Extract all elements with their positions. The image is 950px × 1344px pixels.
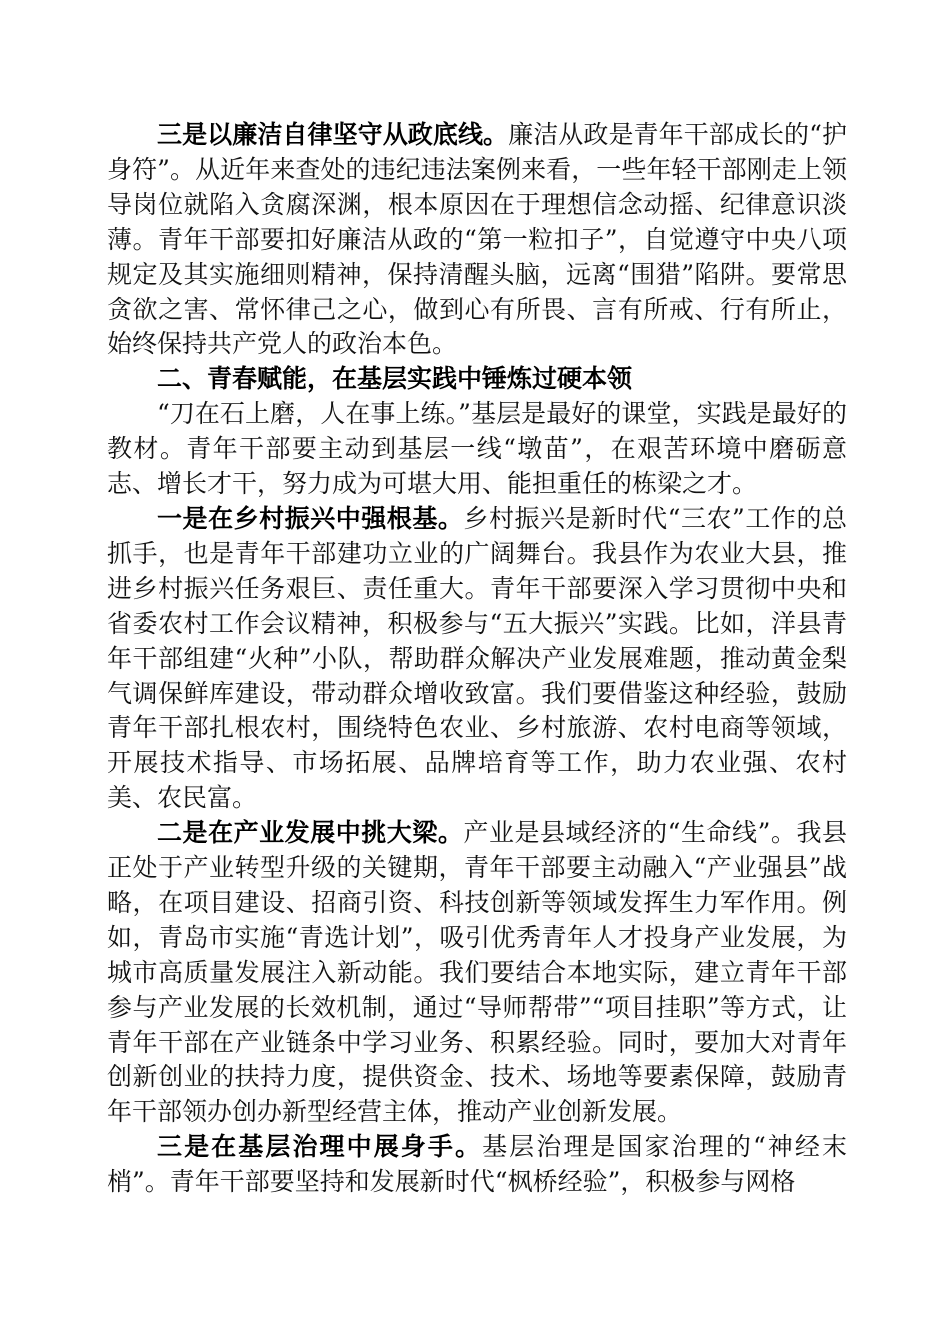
paragraph-integrity xyxy=(107,118,847,362)
paragraph-industry-development xyxy=(107,816,847,1130)
paragraph-body: 乡村振兴是新时代“三农”工作的总抓手，也是青年干部建功立业的广阔舞台。我县作为农业大县，推进乡村振兴任务艰巨、责任重大。青年干部要深入学习贯彻中央和省委农村工作会议精神，积极参与“五大振兴”实践。比如，洋县青年干部组建“火种”小队，帮助群众解决产业发展难题，推动黄金梨气调保鲜库建设，带动群众增收致富。我们要借鉴这种经验，鼓励青年干部扎根农村，围绕特色农业、乡村旅游、农村电商等领域，开展技术指导、市场拓展、品牌培育等工作，助力农业强、农村美、农民富。 xyxy=(107,503,847,813)
paragraph-body: 基层治理是国家治理的“神经末梢”。青年干部要坚持和发展新时代“枫桥经验”，积极参与网格 xyxy=(107,1132,847,1197)
paragraph-lead: 一是在乡村振兴中强根基。 xyxy=(157,503,464,533)
section-intro: “刀在石上磨，人在事上练。”基层是最好的课堂，实践是最好的教材。青年干部要主动到基层一线“墩苗”，在艰苦环境中磨砺意志、增长才干，努力成为可堪大用、能担重任的栋梁之才。 xyxy=(107,399,847,499)
paragraph-grassroots-governance xyxy=(107,1130,847,1200)
paragraph-rural-revitalization xyxy=(107,502,847,816)
paragraph-lead: 二是在产业发展中挑大梁。 xyxy=(157,818,464,848)
paragraph-body: 廉洁从政是青年干部成长的“护身符”。从近年来查处的违纪违法案例来看，一些年轻干部刚走上领导岗位就陷入贪腐深渊，根本原因在于理想信念动摇、纪律意识淡薄。青年干部要扣好廉洁从政的“第一粒扣子”，自觉遵守中央八项规定及其实施细则精神，保持清醒头脑，远离“围猎”陷阱。要常思贪欲之害、常怀律己之心，做到心有所畏、言有所戒、行有所止，始终保持共产党人的政治本色。 xyxy=(107,120,847,359)
paragraph-body: 产业是县域经济的“生命线”。我县正处于产业转型升级的关键期，青年干部要主动融入“产业强县”战略，在项目建设、招商引资、科技创新等领域发挥生力军作用。例如，青岛市实施“青选计划”，吸引优秀青年人才投身产业发展，为城市高质量发展注入新动能。我们要结合本地实际，建立青年干部参与产业发展的长效机制，通过“导师帮带”“项目挂职”等方式，让青年干部在产业链条中学习业务、积累经验。同时，要加大对青年创新创业的扶持力度，提供资金、技术、场地等要素保障，鼓励青年干部领办创办新型经营主体，推动产业创新发展。 xyxy=(107,818,847,1127)
paragraph-lead: 三是以廉洁自律坚守从政底线。 xyxy=(157,120,509,149)
section-heading: 二、青春赋能，在基层实践中锤炼过硬本领 xyxy=(157,364,633,394)
paragraph-lead: 三是在基层治理中展身手。 xyxy=(157,1132,483,1162)
document-page xyxy=(107,118,847,1200)
